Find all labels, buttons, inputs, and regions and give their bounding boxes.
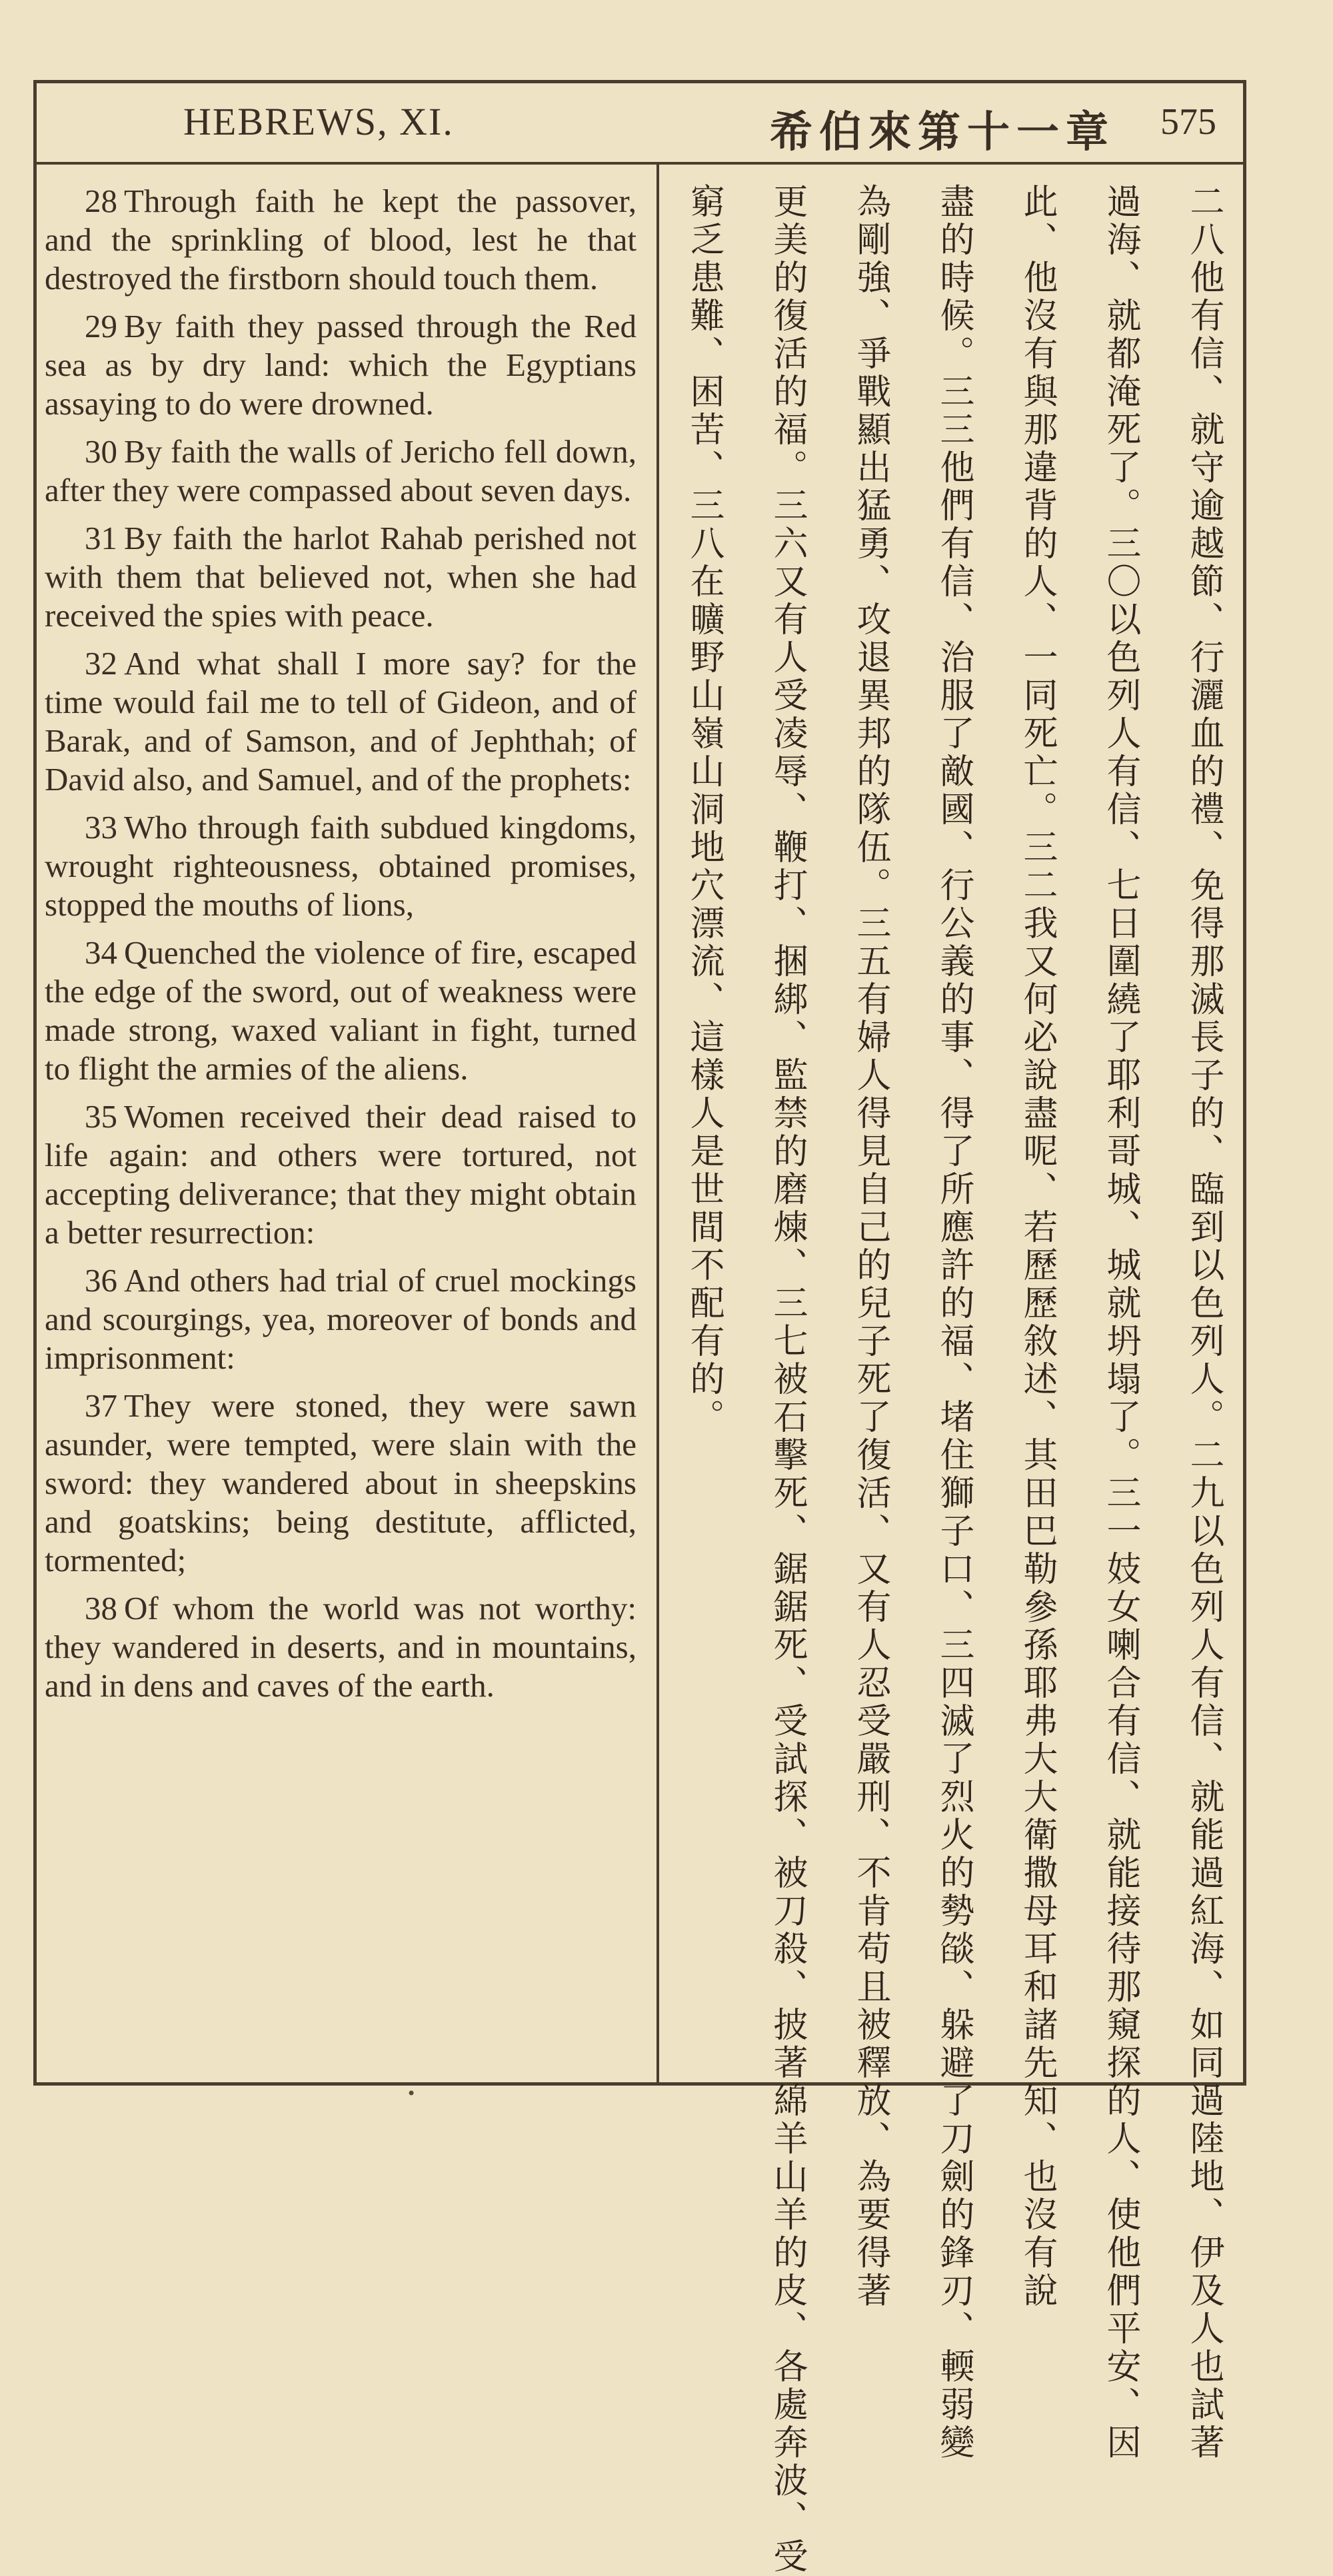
verse-37: 37 They were stoned, they were sawn asunder, were tempted, were slain with the sword: they wandered about in sheepskins and goatskins; being destitute, afflicted, tormented; [45, 1387, 637, 1579]
verse-28: 28 Through faith he kept the passover, and the sprinkling of blood, lest he that destroyed the firstborn should touch them. [45, 183, 637, 297]
english-text-column [45, 182, 637, 1714]
page-frame [33, 80, 1246, 2576]
verse-34: 34 Quenched the violence of fire, escaped the edge of the sword, out of weakness were made strong, waxed valiant in fight, turned to flight the armies of the aliens. [45, 934, 637, 1087]
chinese-column-4: 盡的時候。三三他們有信、治服了敵國、行公義的事、得了所應許的福、堵住獅子口、三四滅了烈火的勢燄、躲避了刀劍的鋒刃、輭弱變 [934, 183, 974, 2462]
chinese-column-3: 此、他沒有與那違背的人、一同死亡。三二我又何必說盡呢、若歷歷敘述、其田巴勒參孫耶弗大大衛撒母耳和諸先知、也沒有說 [1017, 183, 1057, 2310]
verse-29: 29 By faith they passed through the Red sea as by dry land: which the Egyptians assaying to do were drowned. [45, 308, 637, 422]
column-divider [657, 162, 659, 2086]
page-number: 575 [1160, 101, 1216, 143]
chinese-column-6: 更美的復活的福。三六又有人受凌辱、鞭打、捆綁、監禁的磨煉、三七被石擊死、鋸鋸死、受試探、被刀殺、披著綿羊山羊的皮、各處奔波、受 [767, 183, 807, 2576]
chinese-text-block [683, 183, 1230, 2576]
chinese-column-5: 為剛強、爭戰顯出猛勇、攻退異邦的隊伍。三五有婦人得見自己的兒子死了復活、又有人忍受嚴刑、不肯苟且被釋放、為要得著 [850, 183, 890, 2310]
verse-31: 31 By faith the harlot Rahab perished not with them that believed not, when she had received the spies with peace. [45, 520, 637, 634]
footer-mark: • [407, 2084, 417, 2103]
chinese-book-title: 希伯來第十一章 [770, 108, 1115, 157]
verse-35: 35 Women received their dead raised to life again: and others were tortured, not accepting deliverance; that they might obtain a better resurrection: [45, 1098, 637, 1251]
verse-30: 30 By faith the walls of Jericho fell down, after they were compassed about seven days. [45, 433, 637, 508]
verse-36: 36 And others had trial of cruel mockings and scourgings, yea, moreover of bonds and imprisonment: [45, 1262, 637, 1376]
chinese-column-7: 窮乏患難、困苦、三八在曠野山嶺山洞地穴漂流、這樣人是世間不配有的。 [684, 183, 724, 1437]
verse-32: 32 And what shall I more say? for the time would fail me to tell of Gideon, and of Barak, and of Samson, and of Jephthah; of David also, and Samuel, and of the prophets: [45, 645, 637, 798]
english-book-title: HEBREWS, XI. [183, 100, 454, 143]
verse-33: 33 Who through faith subdued kingdoms, wrought righteousness, obtained promises, stopped the mouths of lions, [45, 809, 637, 923]
page-header [37, 83, 1243, 165]
verse-38: 38 Of whom the world was not worthy: they wandered in deserts, and in mountains, and in dens and caves of the earth. [45, 1590, 637, 1704]
chinese-column-2: 過海、就都淹死了。三〇以色列人有信、七日圍繞了耶利哥城、城就坍塌了。三一妓女喇合有信、就能接待那窺探的人、使他們平安、因 [1100, 183, 1140, 2462]
chinese-column-1: 二八他有信、就守逾越節、行灑血的禮、免得那滅長子的、臨到以色列人。二九以色列人有信、就能過紅海、如同過陸地、伊及人也試著 [1184, 183, 1224, 2462]
